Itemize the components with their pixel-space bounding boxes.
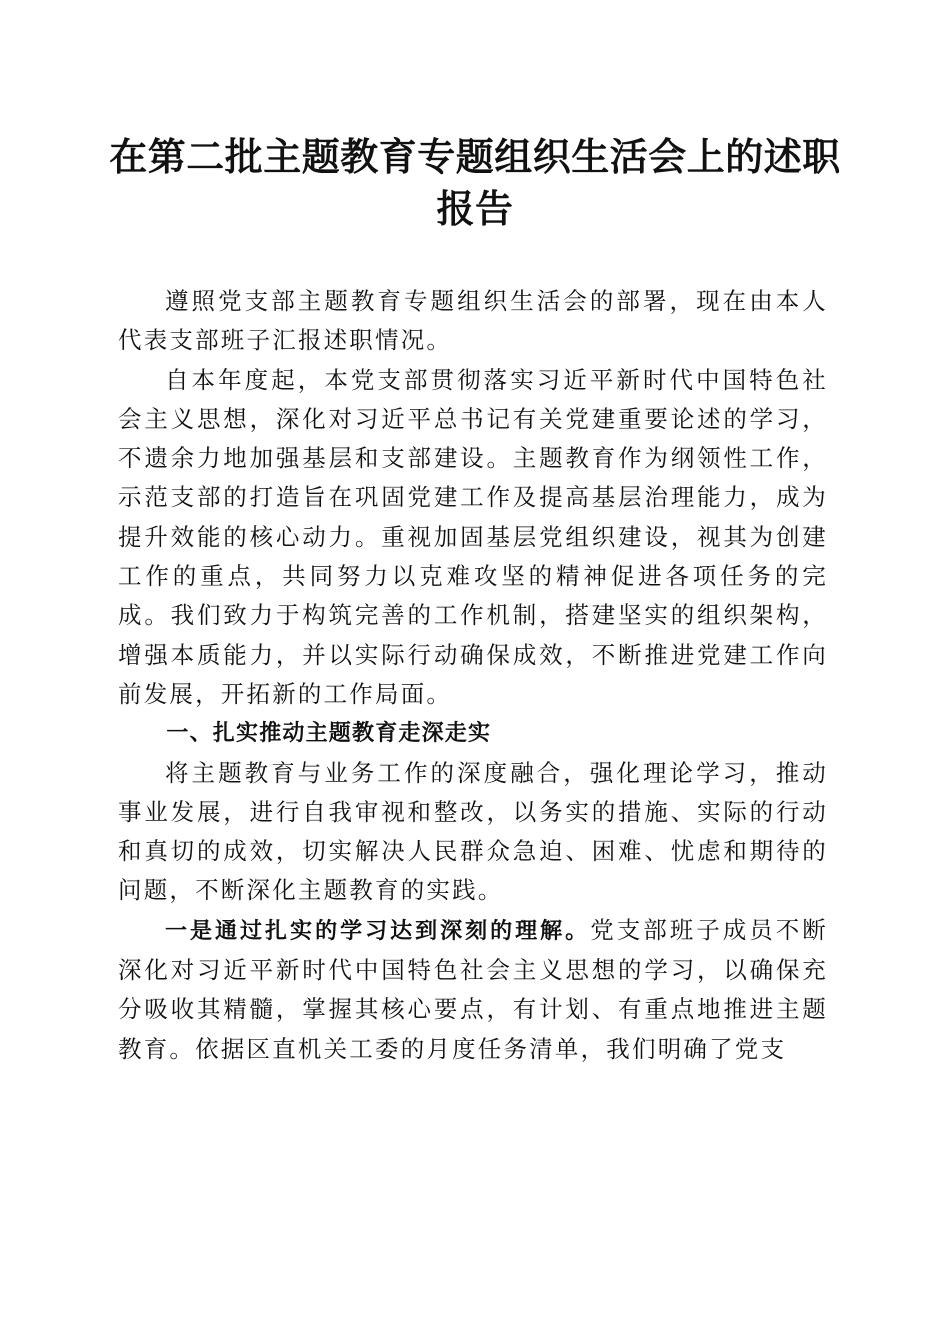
paragraph-section-1-summary: 将主题教育与业务工作的深度融合，强化理论学习，推动事业发展，进行自我审视和整改，以务实的措施、实际的行动和真切的成效，切实解决人民群众急迫、困难、忧虑和期待的问题，不断深化主题教育的实践。 bbox=[118, 758, 828, 905]
point-1-lead: 一是通过扎实的学习达到深刻的理解。 bbox=[165, 918, 591, 944]
paragraph-intro: 遵照党支部主题教育专题组织生活会的部署，现在由本人代表支部班子汇报述职情况。 bbox=[118, 287, 828, 355]
paragraph-point-1 bbox=[118, 911, 828, 1069]
section-heading-1: 一、扎实推动主题教育走深走实 bbox=[166, 721, 492, 747]
paragraph-overview: 自本年度起，本党支部贯彻落实习近平新时代中国特色社会主义思想，深化对习近平总书记有关党建重要论述的学习，不遗余力地加强基层和支部建设。主题教育作为纲领性工作，示范支部的打造旨在巩固党建工作及提高基层治理能力，成为提升效能的核心动力。重视加固基层党组织建设，视其为创建工作的重点，共同努力以克难攻坚的精神促进各项任务的完成。我们致力于构筑完善的工作机制，搭建坚实的组织架构，增强本质能力，并以实际行动确保成效，不断推进党建工作向前发展，开拓新的工作局面。 bbox=[118, 365, 828, 708]
document-title: 在第二批主题教育专题组织生活会上的述职报告 bbox=[109, 134, 841, 231]
point-1-text: 党支部班子成员不断深化对习近平新时代中国特色社会主义思想的学习，以确保充分吸收其精髓，掌握其核心要点，有计划、有重点地推进主题教育。依据区直机关工委的月度任务清单，我们明确了党支 bbox=[118, 915, 828, 1063]
document-body bbox=[118, 282, 828, 1069]
